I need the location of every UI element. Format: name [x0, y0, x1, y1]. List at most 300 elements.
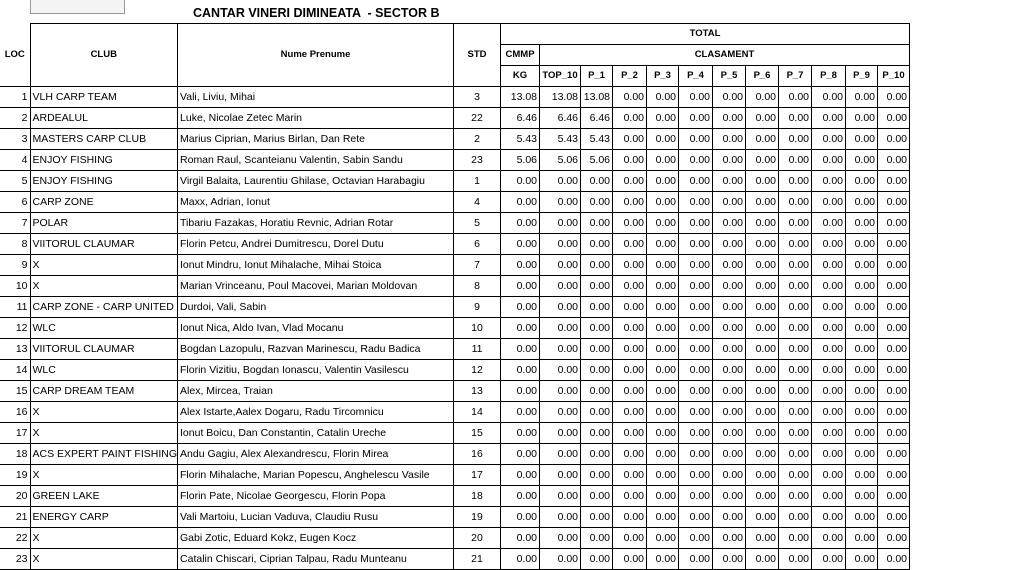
row-top10[interactable]: 0.00	[540, 549, 581, 570]
row-p1[interactable]: 0.00	[581, 507, 613, 528]
row-p1[interactable]: 0.00	[581, 549, 613, 570]
row-p5[interactable]: 0.00	[713, 297, 746, 318]
row-std[interactable]: 18	[454, 486, 501, 507]
row-p3[interactable]: 0.00	[647, 192, 679, 213]
row-p5[interactable]: 0.00	[713, 276, 746, 297]
row-loc[interactable]: 10	[0, 276, 30, 297]
row-p3[interactable]: 0.00	[647, 255, 679, 276]
row-p5[interactable]: 0.00	[713, 360, 746, 381]
row-p4[interactable]: 0.00	[679, 150, 713, 171]
row-p8[interactable]: 0.00	[812, 402, 846, 423]
row-loc[interactable]: 3	[0, 129, 30, 150]
row-p10[interactable]: 0.00	[878, 528, 910, 549]
row-p9[interactable]: 0.00	[846, 444, 878, 465]
row-p7[interactable]: 0.00	[779, 465, 812, 486]
row-std[interactable]: 15	[454, 423, 501, 444]
row-top10[interactable]: 0.00	[540, 192, 581, 213]
row-loc[interactable]: 22	[0, 528, 30, 549]
row-p6[interactable]: 0.00	[746, 339, 779, 360]
row-club[interactable]: GREEN LAKE	[30, 486, 178, 507]
row-p3[interactable]: 0.00	[647, 549, 679, 570]
row-top10[interactable]: 0.00	[540, 276, 581, 297]
row-p3[interactable]: 0.00	[647, 423, 679, 444]
row-p4[interactable]: 0.00	[679, 192, 713, 213]
row-name[interactable]: Marius Ciprian, Marius Birlan, Dan Rete	[178, 129, 454, 150]
row-p9[interactable]: 0.00	[846, 423, 878, 444]
row-p5[interactable]: 0.00	[713, 465, 746, 486]
row-p9[interactable]: 0.00	[846, 318, 878, 339]
row-p1[interactable]: 0.00	[581, 339, 613, 360]
row-name[interactable]: Alex, Mircea, Traian	[178, 381, 454, 402]
row-p8[interactable]: 0.00	[812, 87, 846, 108]
row-p7[interactable]: 0.00	[779, 318, 812, 339]
row-std[interactable]: 20	[454, 528, 501, 549]
row-top10[interactable]: 0.00	[540, 423, 581, 444]
row-p7[interactable]: 0.00	[779, 150, 812, 171]
row-kg[interactable]: 0.00	[501, 423, 540, 444]
row-p7[interactable]: 0.00	[779, 360, 812, 381]
row-kg[interactable]: 5.43	[501, 129, 540, 150]
row-p1[interactable]: 0.00	[581, 213, 613, 234]
row-p5[interactable]: 0.00	[713, 213, 746, 234]
row-p1[interactable]: 0.00	[581, 234, 613, 255]
row-p10[interactable]: 0.00	[878, 234, 910, 255]
row-p3[interactable]: 0.00	[647, 276, 679, 297]
row-p7[interactable]: 0.00	[779, 213, 812, 234]
row-p6[interactable]: 0.00	[746, 213, 779, 234]
row-p2[interactable]: 0.00	[613, 360, 647, 381]
row-p8[interactable]: 0.00	[812, 318, 846, 339]
row-top10[interactable]: 5.43	[540, 129, 581, 150]
row-p10[interactable]: 0.00	[878, 150, 910, 171]
row-std[interactable]: 16	[454, 444, 501, 465]
row-name[interactable]: Maxx, Adrian, Ionut	[178, 192, 454, 213]
row-p3[interactable]: 0.00	[647, 507, 679, 528]
row-name[interactable]: Florin Mihalache, Marian Popescu, Anghelescu Vasile	[178, 465, 454, 486]
row-p10[interactable]: 0.00	[878, 381, 910, 402]
row-p6[interactable]: 0.00	[746, 255, 779, 276]
row-std[interactable]: 8	[454, 276, 501, 297]
row-loc[interactable]: 14	[0, 360, 30, 381]
row-p9[interactable]: 0.00	[846, 171, 878, 192]
row-p2[interactable]: 0.00	[613, 549, 647, 570]
row-top10[interactable]: 0.00	[540, 171, 581, 192]
row-kg[interactable]: 0.00	[501, 255, 540, 276]
row-p7[interactable]: 0.00	[779, 339, 812, 360]
row-p1[interactable]: 0.00	[581, 192, 613, 213]
row-loc[interactable]: 19	[0, 465, 30, 486]
row-p8[interactable]: 0.00	[812, 423, 846, 444]
row-p5[interactable]: 0.00	[713, 87, 746, 108]
row-kg[interactable]: 0.00	[501, 507, 540, 528]
row-p1[interactable]: 6.46	[581, 108, 613, 129]
row-p4[interactable]: 0.00	[679, 129, 713, 150]
row-p9[interactable]: 0.00	[846, 87, 878, 108]
row-p8[interactable]: 0.00	[812, 507, 846, 528]
row-p7[interactable]: 0.00	[779, 192, 812, 213]
row-top10[interactable]: 0.00	[540, 234, 581, 255]
row-p8[interactable]: 0.00	[812, 108, 846, 129]
row-p10[interactable]: 0.00	[878, 318, 910, 339]
row-p8[interactable]: 0.00	[812, 444, 846, 465]
row-std[interactable]: 14	[454, 402, 501, 423]
row-p9[interactable]: 0.00	[846, 297, 878, 318]
row-p1[interactable]: 0.00	[581, 381, 613, 402]
row-p3[interactable]: 0.00	[647, 402, 679, 423]
row-p4[interactable]: 0.00	[679, 360, 713, 381]
row-loc[interactable]: 17	[0, 423, 30, 444]
row-name[interactable]: Durdoi, Vali, Sabin	[178, 297, 454, 318]
row-p2[interactable]: 0.00	[613, 318, 647, 339]
row-club[interactable]: X	[30, 402, 178, 423]
row-p10[interactable]: 0.00	[878, 507, 910, 528]
row-std[interactable]: 12	[454, 360, 501, 381]
row-p4[interactable]: 0.00	[679, 276, 713, 297]
row-club[interactable]: CARP ZONE	[30, 192, 178, 213]
row-p3[interactable]: 0.00	[647, 150, 679, 171]
row-p10[interactable]: 0.00	[878, 171, 910, 192]
row-club[interactable]: ENJOY FISHING	[30, 171, 178, 192]
row-club[interactable]: ARDEALUL	[30, 108, 178, 129]
row-p3[interactable]: 0.00	[647, 339, 679, 360]
row-top10[interactable]: 0.00	[540, 465, 581, 486]
row-p5[interactable]: 0.00	[713, 423, 746, 444]
row-p9[interactable]: 0.00	[846, 234, 878, 255]
row-p5[interactable]: 0.00	[713, 381, 746, 402]
row-p9[interactable]: 0.00	[846, 402, 878, 423]
row-club[interactable]: X	[30, 255, 178, 276]
row-top10[interactable]: 0.00	[540, 297, 581, 318]
row-name[interactable]: Luke, Nicolae Zetec Marin	[178, 108, 454, 129]
row-p4[interactable]: 0.00	[679, 87, 713, 108]
row-kg[interactable]: 0.00	[501, 297, 540, 318]
row-p7[interactable]: 0.00	[779, 423, 812, 444]
row-p5[interactable]: 0.00	[713, 171, 746, 192]
row-club[interactable]: X	[30, 549, 178, 570]
row-p8[interactable]: 0.00	[812, 255, 846, 276]
row-p5[interactable]: 0.00	[713, 129, 746, 150]
row-p7[interactable]: 0.00	[779, 108, 812, 129]
row-club[interactable]: WLC	[30, 318, 178, 339]
row-p1[interactable]: 0.00	[581, 255, 613, 276]
row-kg[interactable]: 0.00	[501, 528, 540, 549]
row-p1[interactable]: 0.00	[581, 360, 613, 381]
row-p2[interactable]: 0.00	[613, 486, 647, 507]
row-p5[interactable]: 0.00	[713, 486, 746, 507]
row-loc[interactable]: 7	[0, 213, 30, 234]
row-loc[interactable]: 16	[0, 402, 30, 423]
row-p5[interactable]: 0.00	[713, 528, 746, 549]
row-p8[interactable]: 0.00	[812, 486, 846, 507]
row-std[interactable]: 13	[454, 381, 501, 402]
row-club[interactable]: MASTERS CARP CLUB	[30, 129, 178, 150]
row-club[interactable]: CARP ZONE - CARP UNITED	[30, 297, 178, 318]
row-p8[interactable]: 0.00	[812, 339, 846, 360]
row-p10[interactable]: 0.00	[878, 276, 910, 297]
row-name[interactable]: Ionut Nica, Aldo Ivan, Vlad Mocanu	[178, 318, 454, 339]
row-p3[interactable]: 0.00	[647, 360, 679, 381]
row-p5[interactable]: 0.00	[713, 549, 746, 570]
row-p10[interactable]: 0.00	[878, 444, 910, 465]
row-p8[interactable]: 0.00	[812, 360, 846, 381]
row-p1[interactable]: 0.00	[581, 465, 613, 486]
row-std[interactable]: 2	[454, 129, 501, 150]
row-kg[interactable]: 0.00	[501, 171, 540, 192]
row-p9[interactable]: 0.00	[846, 507, 878, 528]
row-p6[interactable]: 0.00	[746, 381, 779, 402]
row-p9[interactable]: 0.00	[846, 360, 878, 381]
row-p7[interactable]: 0.00	[779, 402, 812, 423]
row-kg[interactable]: 0.00	[501, 486, 540, 507]
row-name[interactable]: Andu Gagiu, Alex Alexandrescu, Florin Mirea	[178, 444, 454, 465]
row-p4[interactable]: 0.00	[679, 297, 713, 318]
row-kg[interactable]: 0.00	[501, 339, 540, 360]
row-p4[interactable]: 0.00	[679, 234, 713, 255]
row-p4[interactable]: 0.00	[679, 423, 713, 444]
row-p7[interactable]: 0.00	[779, 255, 812, 276]
row-p5[interactable]: 0.00	[713, 318, 746, 339]
row-kg[interactable]: 0.00	[501, 213, 540, 234]
row-p8[interactable]: 0.00	[812, 528, 846, 549]
row-p3[interactable]: 0.00	[647, 108, 679, 129]
row-club[interactable]: X	[30, 465, 178, 486]
row-p1[interactable]: 0.00	[581, 276, 613, 297]
row-p2[interactable]: 0.00	[613, 150, 647, 171]
row-p5[interactable]: 0.00	[713, 234, 746, 255]
row-loc[interactable]: 12	[0, 318, 30, 339]
row-p9[interactable]: 0.00	[846, 108, 878, 129]
row-p10[interactable]: 0.00	[878, 87, 910, 108]
row-p4[interactable]: 0.00	[679, 444, 713, 465]
row-p6[interactable]: 0.00	[746, 297, 779, 318]
row-p1[interactable]: 0.00	[581, 318, 613, 339]
row-p10[interactable]: 0.00	[878, 486, 910, 507]
row-p5[interactable]: 0.00	[713, 192, 746, 213]
row-p8[interactable]: 0.00	[812, 276, 846, 297]
row-p4[interactable]: 0.00	[679, 465, 713, 486]
row-top10[interactable]: 6.46	[540, 108, 581, 129]
row-loc[interactable]: 20	[0, 486, 30, 507]
row-p9[interactable]: 0.00	[846, 129, 878, 150]
row-p8[interactable]: 0.00	[812, 465, 846, 486]
row-name[interactable]: Bogdan Lazopulu, Razvan Marinescu, Radu Badica	[178, 339, 454, 360]
row-p3[interactable]: 0.00	[647, 234, 679, 255]
row-p6[interactable]: 0.00	[746, 444, 779, 465]
row-std[interactable]: 3	[454, 87, 501, 108]
row-p3[interactable]: 0.00	[647, 486, 679, 507]
row-name[interactable]: Catalin Chiscari, Ciprian Talpau, Radu Munteanu	[178, 549, 454, 570]
row-p6[interactable]: 0.00	[746, 108, 779, 129]
row-p7[interactable]: 0.00	[779, 171, 812, 192]
row-p6[interactable]: 0.00	[746, 87, 779, 108]
row-p4[interactable]: 0.00	[679, 108, 713, 129]
row-kg[interactable]: 0.00	[501, 192, 540, 213]
row-kg[interactable]: 0.00	[501, 549, 540, 570]
row-p9[interactable]: 0.00	[846, 276, 878, 297]
row-loc[interactable]: 6	[0, 192, 30, 213]
row-p2[interactable]: 0.00	[613, 297, 647, 318]
row-p8[interactable]: 0.00	[812, 234, 846, 255]
row-std[interactable]: 5	[454, 213, 501, 234]
row-p7[interactable]: 0.00	[779, 444, 812, 465]
row-p2[interactable]: 0.00	[613, 255, 647, 276]
row-p2[interactable]: 0.00	[613, 444, 647, 465]
name-box-cell[interactable]	[30, 0, 125, 14]
row-p7[interactable]: 0.00	[779, 297, 812, 318]
row-loc[interactable]: 23	[0, 549, 30, 570]
row-p2[interactable]: 0.00	[613, 108, 647, 129]
row-p2[interactable]: 0.00	[613, 528, 647, 549]
row-loc[interactable]: 1	[0, 87, 30, 108]
row-p5[interactable]: 0.00	[713, 108, 746, 129]
row-p4[interactable]: 0.00	[679, 255, 713, 276]
row-p10[interactable]: 0.00	[878, 297, 910, 318]
row-p4[interactable]: 0.00	[679, 528, 713, 549]
row-kg[interactable]: 0.00	[501, 234, 540, 255]
row-p10[interactable]: 0.00	[878, 360, 910, 381]
row-p1[interactable]: 0.00	[581, 402, 613, 423]
row-std[interactable]: 23	[454, 150, 501, 171]
row-p8[interactable]: 0.00	[812, 213, 846, 234]
row-p6[interactable]: 0.00	[746, 549, 779, 570]
row-p3[interactable]: 0.00	[647, 297, 679, 318]
row-p3[interactable]: 0.00	[647, 381, 679, 402]
row-std[interactable]: 1	[454, 171, 501, 192]
row-p6[interactable]: 0.00	[746, 318, 779, 339]
row-loc[interactable]: 21	[0, 507, 30, 528]
row-p2[interactable]: 0.00	[613, 192, 647, 213]
row-p8[interactable]: 0.00	[812, 129, 846, 150]
row-kg[interactable]: 0.00	[501, 402, 540, 423]
row-p7[interactable]: 0.00	[779, 549, 812, 570]
row-p3[interactable]: 0.00	[647, 528, 679, 549]
row-loc[interactable]: 11	[0, 297, 30, 318]
row-loc[interactable]: 15	[0, 381, 30, 402]
row-p3[interactable]: 0.00	[647, 318, 679, 339]
row-name[interactable]: Florin Pate, Nicolae Georgescu, Florin Popa	[178, 486, 454, 507]
row-club[interactable]: X	[30, 423, 178, 444]
row-p2[interactable]: 0.00	[613, 402, 647, 423]
row-name[interactable]: Florin Vizitiu, Bogdan Ionascu, Valentin Vasilescu	[178, 360, 454, 381]
row-kg[interactable]: 0.00	[501, 276, 540, 297]
row-p4[interactable]: 0.00	[679, 507, 713, 528]
row-p1[interactable]: 0.00	[581, 444, 613, 465]
row-p8[interactable]: 0.00	[812, 549, 846, 570]
row-name[interactable]: Gabi Zotic, Eduard Kokz, Eugen Kocz	[178, 528, 454, 549]
row-p6[interactable]: 0.00	[746, 402, 779, 423]
row-p6[interactable]: 0.00	[746, 171, 779, 192]
row-p9[interactable]: 0.00	[846, 339, 878, 360]
row-p9[interactable]: 0.00	[846, 213, 878, 234]
row-club[interactable]: VIITORUL CLAUMAR	[30, 234, 178, 255]
row-club[interactable]: POLAR	[30, 213, 178, 234]
row-p5[interactable]: 0.00	[713, 444, 746, 465]
row-p10[interactable]: 0.00	[878, 192, 910, 213]
row-p1[interactable]: 5.06	[581, 150, 613, 171]
row-p7[interactable]: 0.00	[779, 276, 812, 297]
row-p6[interactable]: 0.00	[746, 528, 779, 549]
row-top10[interactable]: 0.00	[540, 339, 581, 360]
row-p7[interactable]: 0.00	[779, 87, 812, 108]
row-p2[interactable]: 0.00	[613, 213, 647, 234]
row-p5[interactable]: 0.00	[713, 150, 746, 171]
row-top10[interactable]: 0.00	[540, 444, 581, 465]
row-p10[interactable]: 0.00	[878, 108, 910, 129]
row-p10[interactable]: 0.00	[878, 423, 910, 444]
row-p6[interactable]: 0.00	[746, 234, 779, 255]
row-p4[interactable]: 0.00	[679, 381, 713, 402]
row-p2[interactable]: 0.00	[613, 423, 647, 444]
row-std[interactable]: 17	[454, 465, 501, 486]
row-p7[interactable]: 0.00	[779, 234, 812, 255]
row-std[interactable]: 7	[454, 255, 501, 276]
row-p3[interactable]: 0.00	[647, 129, 679, 150]
row-p1[interactable]: 5.43	[581, 129, 613, 150]
row-kg[interactable]: 5.06	[501, 150, 540, 171]
row-p9[interactable]: 0.00	[846, 486, 878, 507]
row-top10[interactable]: 13.08	[540, 87, 581, 108]
row-p3[interactable]: 0.00	[647, 87, 679, 108]
row-p1[interactable]: 0.00	[581, 528, 613, 549]
row-p8[interactable]: 0.00	[812, 297, 846, 318]
row-std[interactable]: 19	[454, 507, 501, 528]
row-p10[interactable]: 0.00	[878, 213, 910, 234]
row-p1[interactable]: 0.00	[581, 297, 613, 318]
row-top10[interactable]: 0.00	[540, 255, 581, 276]
row-top10[interactable]: 0.00	[540, 381, 581, 402]
row-top10[interactable]: 0.00	[540, 318, 581, 339]
row-p2[interactable]: 0.00	[613, 87, 647, 108]
row-kg[interactable]: 6.46	[501, 108, 540, 129]
row-club[interactable]: CARP DREAM TEAM	[30, 381, 178, 402]
row-name[interactable]: Alex Istarte,Aalex Dogaru, Radu Tircomnicu	[178, 402, 454, 423]
row-loc[interactable]: 5	[0, 171, 30, 192]
row-p3[interactable]: 0.00	[647, 465, 679, 486]
row-loc[interactable]: 2	[0, 108, 30, 129]
row-name[interactable]: Virgil Balaita, Laurentiu Ghilase, Octavian Harabagiu	[178, 171, 454, 192]
row-p5[interactable]: 0.00	[713, 507, 746, 528]
row-p4[interactable]: 0.00	[679, 339, 713, 360]
row-p7[interactable]: 0.00	[779, 528, 812, 549]
row-name[interactable]: Ionut Mindru, Ionut Mihalache, Mihai Stoica	[178, 255, 454, 276]
row-p9[interactable]: 0.00	[846, 150, 878, 171]
row-p6[interactable]: 0.00	[746, 192, 779, 213]
row-p1[interactable]: 13.08	[581, 87, 613, 108]
row-p6[interactable]: 0.00	[746, 486, 779, 507]
row-name[interactable]: Florin Petcu, Andrei Dumitrescu, Dorel Dutu	[178, 234, 454, 255]
row-kg[interactable]: 0.00	[501, 381, 540, 402]
row-p9[interactable]: 0.00	[846, 549, 878, 570]
row-name[interactable]: Vali, Liviu, Mihai	[178, 87, 454, 108]
row-club[interactable]: VIITORUL CLAUMAR	[30, 339, 178, 360]
row-kg[interactable]: 0.00	[501, 444, 540, 465]
row-p2[interactable]: 0.00	[613, 234, 647, 255]
row-p5[interactable]: 0.00	[713, 255, 746, 276]
row-p2[interactable]: 0.00	[613, 507, 647, 528]
row-name[interactable]: Vali Martoiu, Lucian Vaduva, Claudiu Rusu	[178, 507, 454, 528]
row-p4[interactable]: 0.00	[679, 213, 713, 234]
row-p1[interactable]: 0.00	[581, 423, 613, 444]
row-p3[interactable]: 0.00	[647, 444, 679, 465]
row-club[interactable]: WLC	[30, 360, 178, 381]
row-p4[interactable]: 0.00	[679, 318, 713, 339]
row-club[interactable]: ACS EXPERT PAINT FISHING	[30, 444, 178, 465]
row-std[interactable]: 6	[454, 234, 501, 255]
row-std[interactable]: 4	[454, 192, 501, 213]
row-name[interactable]: Tibariu Fazakas, Horatiu Revnic, Adrian Rotar	[178, 213, 454, 234]
row-p2[interactable]: 0.00	[613, 129, 647, 150]
row-p8[interactable]: 0.00	[812, 150, 846, 171]
